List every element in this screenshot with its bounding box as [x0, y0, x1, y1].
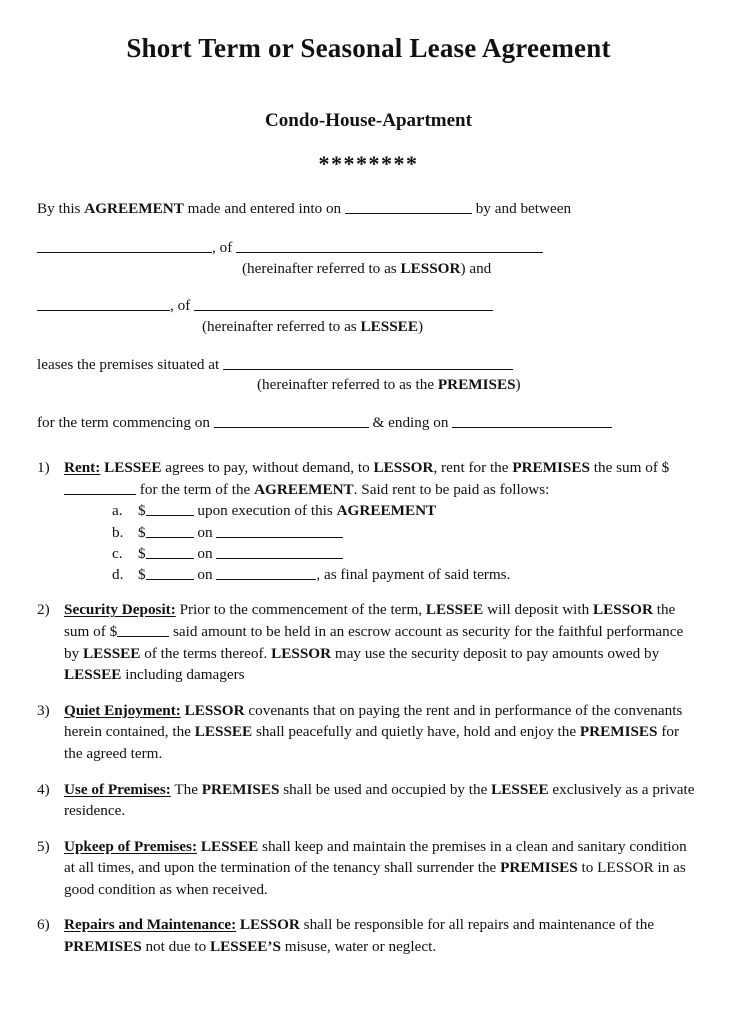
subitem-label: a.: [112, 502, 123, 520]
clause-text: for the agreed term.: [64, 723, 680, 762]
payment-date-blank[interactable]: [216, 522, 343, 537]
clause-subitem: [112, 564, 700, 585]
clause-text: the sum of $: [64, 601, 676, 641]
clause-subitem: [112, 522, 700, 543]
clause-sublist: [64, 500, 700, 585]
clause-keyword: LESSOR: [271, 644, 332, 662]
payment-amount-blank[interactable]: [146, 522, 194, 537]
lessor-name-address-line: [37, 237, 700, 259]
clause-keyword: LESSEE: [200, 837, 259, 855]
clause-text: misuse, water or neglect.: [280, 938, 437, 955]
premises-location-line: [37, 354, 700, 376]
premises-note-prefix: (hereinafter referred to as the: [257, 376, 438, 394]
lessor-address-blank[interactable]: [236, 238, 543, 253]
clause-item: [37, 700, 700, 765]
clause-list: [37, 457, 700, 957]
clause-heading: Repairs and Maintenance:: [64, 916, 237, 934]
clause-text: The: [170, 780, 202, 798]
clause-item: [37, 779, 700, 822]
subitem-label: c.: [112, 544, 123, 562]
clause-keyword: PREMISES: [500, 859, 578, 877]
rent-total-amount-blank[interactable]: [64, 479, 136, 494]
lessor-name-blank[interactable]: [37, 238, 212, 253]
currency-symbol: $: [138, 544, 146, 562]
clause-text: of the terms thereof.: [140, 644, 272, 662]
clause-text: agrees to pay, without demand, to: [161, 459, 374, 477]
lessee-name-address-line: [37, 295, 700, 317]
clause-item: [37, 914, 700, 957]
premises-lead-text: leases the premises situated at: [37, 355, 223, 373]
clause-keyword: LESSEE: [194, 723, 253, 741]
document-subtitle: Condo-House-Apartment: [265, 109, 472, 131]
clause-heading: Upkeep of Premises:: [64, 837, 198, 855]
clause-item: [37, 457, 700, 585]
subitem-text: on: [193, 523, 217, 541]
intro-text-c: by and between: [471, 199, 572, 217]
payment-date-blank[interactable]: [216, 565, 316, 580]
clause-keyword: LESSOR: [373, 459, 434, 477]
payment-amount-blank[interactable]: [146, 501, 194, 516]
document-body: [0, 198, 737, 958]
agreement-date-blank[interactable]: [345, 198, 472, 213]
clause-number: 6): [37, 916, 50, 934]
clause-subitem: [112, 543, 700, 564]
payment-date-blank[interactable]: [216, 543, 343, 558]
clause-text: Prior to the commencement of the term,: [175, 601, 426, 619]
clause-text: for the term of the: [136, 480, 255, 498]
clause-heading: Use of Premises:: [64, 780, 171, 798]
clause-number: 2): [37, 601, 50, 619]
lessee-name-blank[interactable]: [37, 296, 170, 311]
clause-text: may use the security deposit to pay amounts owed by: [331, 644, 660, 662]
clause-text: including damagers: [121, 666, 245, 684]
clause-text: exclusively as a private residence.: [64, 780, 695, 820]
intro-text-a: By this: [37, 199, 85, 217]
security-deposit-amount-blank[interactable]: [117, 622, 169, 637]
clause-heading: Rent:: [64, 459, 101, 477]
clause-number: 4): [37, 780, 50, 798]
lessee-address-blank[interactable]: [194, 296, 493, 311]
clause-text: . Said rent to be paid as follows:: [353, 480, 550, 498]
subitem-tail-text: , as final payment of said terms.: [316, 566, 511, 584]
clause-text: shall keep and maintain the premises in a clean and sanitary condition at all times, and upon the termination of the tenancy shall surrender the: [64, 837, 687, 877]
clause-number: 5): [37, 837, 50, 855]
clause-keyword: AGREEMENT: [336, 502, 437, 520]
clause-keyword: PREMISES: [512, 459, 590, 477]
lessor-keyword: LESSOR: [400, 259, 461, 277]
agreement-intro-line: [37, 198, 700, 220]
currency-symbol: $: [138, 523, 146, 541]
clause-heading: Security Deposit:: [64, 601, 176, 619]
subitem-text: on: [193, 566, 217, 584]
premises-note-suffix: ): [515, 376, 521, 394]
premises-address-blank[interactable]: [223, 354, 513, 369]
clause-keyword: PREMISES: [64, 938, 142, 955]
term-start-date-blank[interactable]: [214, 412, 369, 427]
term-dates-line: [37, 412, 700, 434]
clause-text: said amount to be held in an escrow account as security for the faithful performance by: [64, 623, 684, 662]
lessee-of-text: , of: [170, 297, 195, 315]
clause-keyword: PREMISES: [201, 780, 280, 798]
clause-keyword: LESSEE: [104, 459, 162, 477]
lessee-note-suffix: ): [417, 318, 424, 336]
clause-keyword: LESSOR: [239, 916, 300, 934]
intro-text-b: made and entered into on: [183, 199, 345, 217]
clause-text: , rent for the: [433, 459, 513, 477]
clause-keyword: LESSOR: [593, 601, 653, 619]
lessee-note-prefix: (hereinafter referred to as: [202, 318, 361, 336]
term-end-date-blank[interactable]: [452, 412, 612, 427]
clause-text: the sum of $: [589, 459, 670, 477]
term-lead-text: for the term commencing on: [37, 413, 214, 431]
agreement-keyword: AGREEMENT: [84, 199, 184, 217]
clause-keyword: LESSEE: [491, 780, 549, 798]
lessor-of-text: , of: [212, 239, 237, 257]
clause-keyword: AGREEMENT: [254, 480, 354, 498]
currency-symbol: $: [138, 502, 146, 520]
clause-number: 3): [37, 701, 50, 719]
term-mid-text: & ending on: [368, 413, 453, 431]
payment-amount-blank[interactable]: [146, 543, 194, 558]
lessee-keyword: LESSEE: [360, 318, 418, 336]
payment-amount-blank[interactable]: [146, 565, 194, 580]
subitem-text: upon execution of this: [193, 502, 337, 520]
clause-text: to LESSOR in as good condition as when received.: [64, 859, 686, 898]
subitem-label: b.: [112, 523, 124, 541]
clause-subitem: [112, 500, 700, 521]
clause-heading: Quiet Enjoyment:: [64, 701, 181, 719]
clause-text: will deposit with: [483, 601, 593, 619]
clause-text: covenants that on paying the rent and in performance of the convenants herein contained, the: [64, 701, 683, 741]
clause-item: [37, 836, 700, 901]
clause-keyword: LESSOR: [184, 701, 245, 719]
subitem-label: d.: [112, 566, 124, 584]
subitem-text: on: [193, 544, 217, 562]
page-title: Short Term or Seasonal Lease Agreement: [126, 33, 611, 63]
lessee-definition-note: [37, 317, 700, 338]
clause-keyword: LESSEE: [82, 644, 141, 662]
lessor-note-prefix: (hereinafter referred to as: [242, 259, 401, 277]
clause-number: 1): [37, 459, 50, 477]
clause-text: not due to: [141, 938, 210, 955]
currency-symbol: $: [138, 566, 146, 584]
premises-keyword: PREMISES: [437, 376, 516, 394]
asterisk-divider: ********: [318, 150, 419, 176]
clause-text: shall be used and occupied by the: [279, 780, 492, 798]
clause-item: [37, 599, 700, 685]
clause-keyword: LESSEE: [425, 601, 484, 619]
clause-keyword: PREMISES: [579, 723, 658, 741]
clause-text: shall be responsible for all repairs and maintenance of the: [299, 916, 655, 934]
clause-keyword: LESSEE’S: [210, 938, 281, 955]
lessor-note-suffix: ) and: [460, 259, 492, 277]
clause-keyword: LESSEE: [64, 666, 122, 684]
premises-definition-note: [37, 375, 700, 396]
clause-text: shall peacefully and quietly have, hold and enjoy the: [252, 723, 580, 741]
lessor-definition-note: [37, 259, 700, 280]
